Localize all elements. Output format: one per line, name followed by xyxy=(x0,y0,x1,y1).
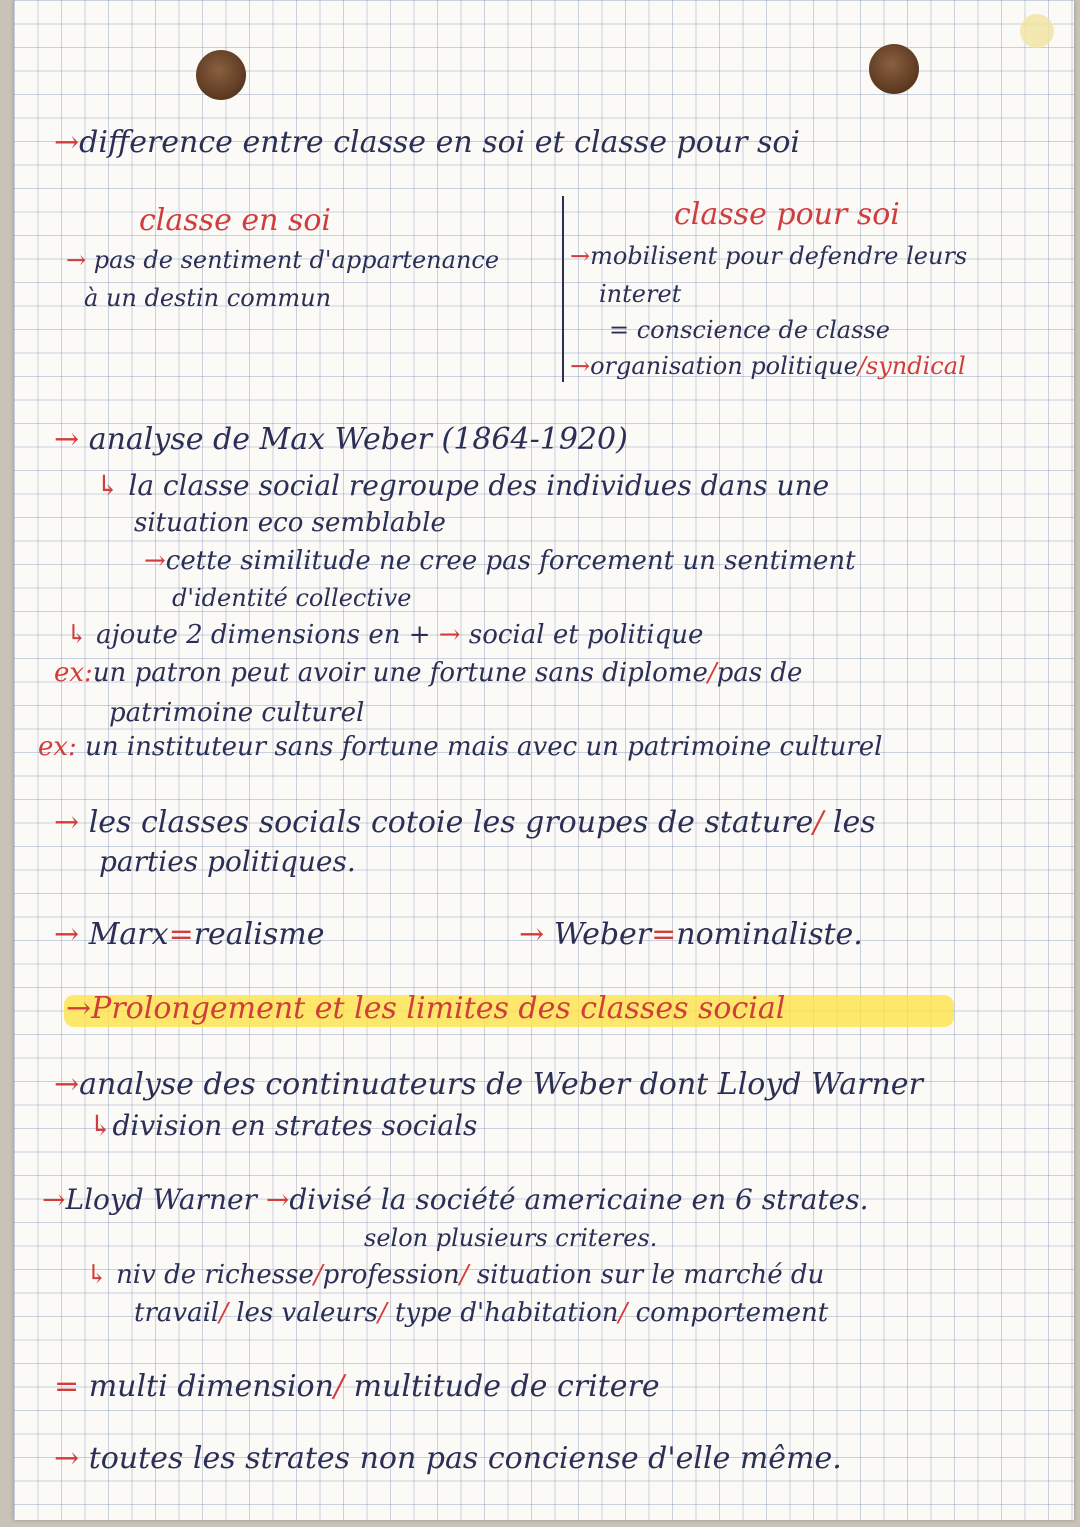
text-line: ↳ niv de richesse/profession/ situation sur le marché du xyxy=(86,1260,825,1290)
text-line: →organisation politique/syndical xyxy=(570,352,966,380)
column-title-pour-soi: classe pour soi xyxy=(674,197,900,232)
sub-arrow-icon: ↳ xyxy=(89,1109,113,1142)
arrow-icon: → xyxy=(54,1067,80,1102)
text-line: d'identité collective xyxy=(172,584,412,612)
arrow-icon: → xyxy=(144,546,166,576)
text-line: à un destin commun xyxy=(84,284,332,312)
sticker-mark xyxy=(1020,14,1054,48)
arrow-icon: → xyxy=(54,1441,80,1476)
arrow-icon: → xyxy=(66,246,87,274)
text-line: = multi dimension/ multitude de critere xyxy=(54,1369,660,1404)
text-line: → pas de sentiment d'appartenance xyxy=(66,246,500,274)
notebook-page xyxy=(14,0,1074,1520)
arrow-icon: → xyxy=(66,991,92,1026)
column-divider xyxy=(562,196,564,382)
text-line: ↳ la classe social regroupe des individues dans une xyxy=(96,469,830,502)
text-line: →mobilisent pour defendre leurs xyxy=(570,242,968,270)
arrow-icon: → xyxy=(54,917,80,952)
text-line: selon plusieurs criteres. xyxy=(364,1224,658,1252)
arrow-icon: → xyxy=(438,620,461,650)
text-line: interet xyxy=(599,280,682,308)
text-line: →cette similitude ne cree pas forcement un sentiment xyxy=(144,546,856,576)
sub-arrow-icon: ↳ xyxy=(66,620,88,650)
arrow-icon: → xyxy=(265,1183,290,1216)
arrow-icon: → xyxy=(519,917,545,952)
text-line: ex: un instituteur sans fortune mais avec un patrimoine culturel xyxy=(38,732,883,762)
text-line: ↳ ajoute 2 dimensions en + → social et politique xyxy=(66,620,704,650)
text-line: situation eco semblable xyxy=(134,508,446,538)
text-line: ↳division en strates socials xyxy=(89,1109,478,1142)
text-line: ex:un patron peut avoir une fortune sans diplome/pas de xyxy=(54,658,803,688)
text-line: → les classes socials cotoie les groupes de stature/ les xyxy=(54,805,876,840)
text-line: → Marx=realisme xyxy=(54,917,325,952)
text-line: →Lloyd Warner →divisé la société americaine en 6 strates. xyxy=(42,1183,869,1216)
text-line: travail/ les valeurs/ type d'habitation/ comportement xyxy=(134,1298,829,1328)
arrow-icon: → xyxy=(42,1183,66,1216)
arrow-icon: → xyxy=(54,422,80,457)
sub-arrow-icon: ↳ xyxy=(86,1260,108,1290)
section-title: →Prolongement et les limites des classes social xyxy=(66,991,786,1026)
punch-hole xyxy=(869,44,919,94)
text-line: patrimoine culturel xyxy=(109,698,365,728)
arrow-icon: → xyxy=(54,125,80,160)
text-line: parties politiques. xyxy=(99,845,356,878)
text-line: → analyse de Max Weber (1864-1920) xyxy=(54,422,628,457)
arrow-icon: → xyxy=(570,242,591,270)
sub-arrow-icon: ↳ xyxy=(96,469,120,502)
text-line: = conscience de classe xyxy=(609,316,890,344)
punch-hole xyxy=(196,50,246,100)
heading-line: →difference entre classe en soi et classe pour soi xyxy=(54,125,801,160)
arrow-icon: → xyxy=(570,352,591,380)
arrow-icon: → xyxy=(54,805,80,840)
text-line: → toutes les strates non pas conciense d'elle même. xyxy=(54,1441,842,1476)
text-line: →analyse des continuateurs de Weber dont Lloyd Warner xyxy=(54,1067,923,1102)
text-line: → Weber=nominaliste. xyxy=(519,917,863,952)
column-title-en-soi: classe en soi xyxy=(139,203,332,238)
